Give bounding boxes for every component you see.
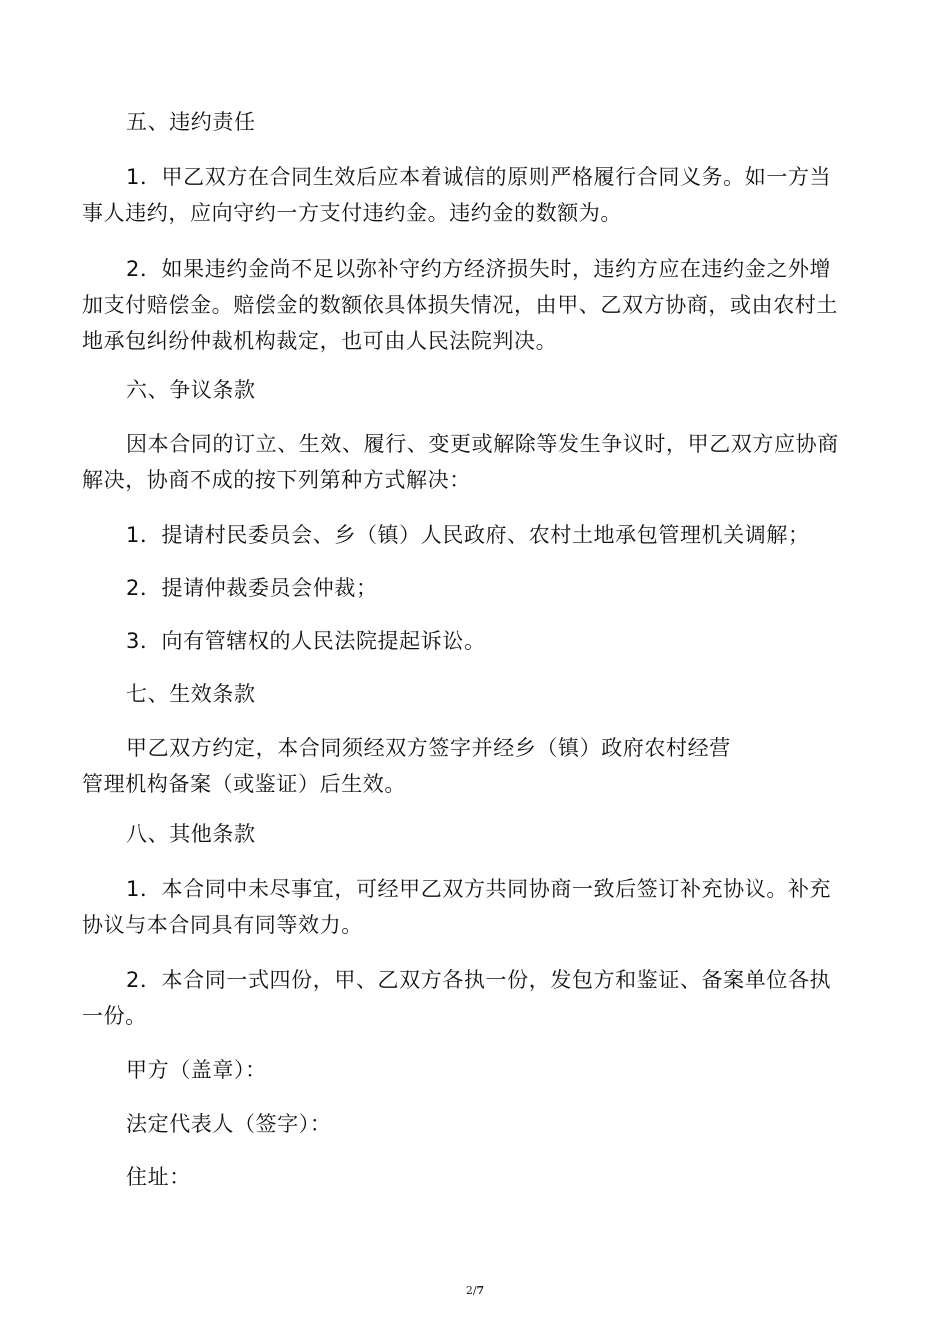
legal-representative-field xyxy=(82,1106,882,1142)
address-field xyxy=(82,1159,882,1195)
section-heading-effect xyxy=(82,676,882,712)
text-line: 事人违约，应向守约一方支付违约金。违约金的数额为。 xyxy=(82,201,622,225)
text-line: 六、争议条款 xyxy=(126,378,256,402)
paragraph-breach-2 xyxy=(82,251,882,359)
section-heading-dispute xyxy=(82,372,882,408)
text-line: 甲方（盖章）： xyxy=(126,1058,267,1082)
text-line: 一份。 xyxy=(82,1004,147,1028)
section-heading-other xyxy=(82,816,882,852)
text-line: 住址： xyxy=(126,1165,191,1189)
text-line: 1．提请村民委员会、乡（镇）人民政府、农村土地承包管理机关调解； xyxy=(126,523,810,547)
party-a-seal-field xyxy=(82,1052,882,1088)
text-line: 管理机构备案（或鉴证）后生效。 xyxy=(82,772,406,796)
text-line: 解决，协商不成的按下列第种方式解决： xyxy=(82,468,471,492)
list-item-dispute-3 xyxy=(82,623,882,659)
paragraph-other-1 xyxy=(82,871,882,943)
list-item-dispute-1 xyxy=(82,517,882,553)
text-line: 1．本合同中未尽事宜，可经甲乙双方共同协商一致后签订补充协议。补充 xyxy=(126,877,832,901)
text-line: 1．甲乙双方在合同生效后应本着诚信的原则严格履行合同义务。如一方当 xyxy=(126,165,832,189)
text-line: 3．向有管辖权的人民法院提起诉讼。 xyxy=(126,629,486,653)
text-line: 2．本合同一式四份，甲、乙双方各执一份，发包方和鉴证、备案单位各执 xyxy=(126,968,832,992)
list-item-dispute-2 xyxy=(82,570,882,606)
paragraph-effect-body xyxy=(82,730,882,802)
current-page-number: 2 xyxy=(465,1284,473,1297)
total-pages-number: 7 xyxy=(476,1284,485,1297)
text-line: 2．提请仲裁委员会仲裁； xyxy=(126,576,378,600)
text-line: 法定代表人（签字）： xyxy=(126,1112,332,1136)
text-line: 协议与本合同具有同等效力。 xyxy=(82,913,363,937)
text-line: 2．如果违约金尚不足以弥补守约方经济损失时，违约方应在违约金之外增 xyxy=(126,257,832,281)
text-line: 地承包纠纷仲裁机构裁定，也可由人民法院判决。 xyxy=(82,329,558,353)
paragraph-other-2 xyxy=(82,962,882,1034)
page-separator: / xyxy=(472,1284,477,1297)
paragraph-breach-1 xyxy=(82,159,882,231)
text-line: 甲乙双方约定，本合同须经双方签字并经乡（镇）政府农村经营 xyxy=(126,736,731,760)
section-heading-breach xyxy=(82,104,882,140)
paragraph-dispute-intro xyxy=(82,426,882,498)
text-line: 五、违约责任 xyxy=(126,110,256,134)
page-number-footer xyxy=(0,1284,950,1297)
text-line: 因本合同的订立、生效、履行、变更或解除等发生争议时，甲乙双方应协商 xyxy=(126,432,839,456)
text-line: 八、其他条款 xyxy=(126,822,256,846)
text-line: 七、生效条款 xyxy=(126,682,256,706)
text-line: 加支付赔偿金。赔偿金的数额依具体损失情况，由甲、乙双方协商，或由农村土 xyxy=(82,293,838,317)
